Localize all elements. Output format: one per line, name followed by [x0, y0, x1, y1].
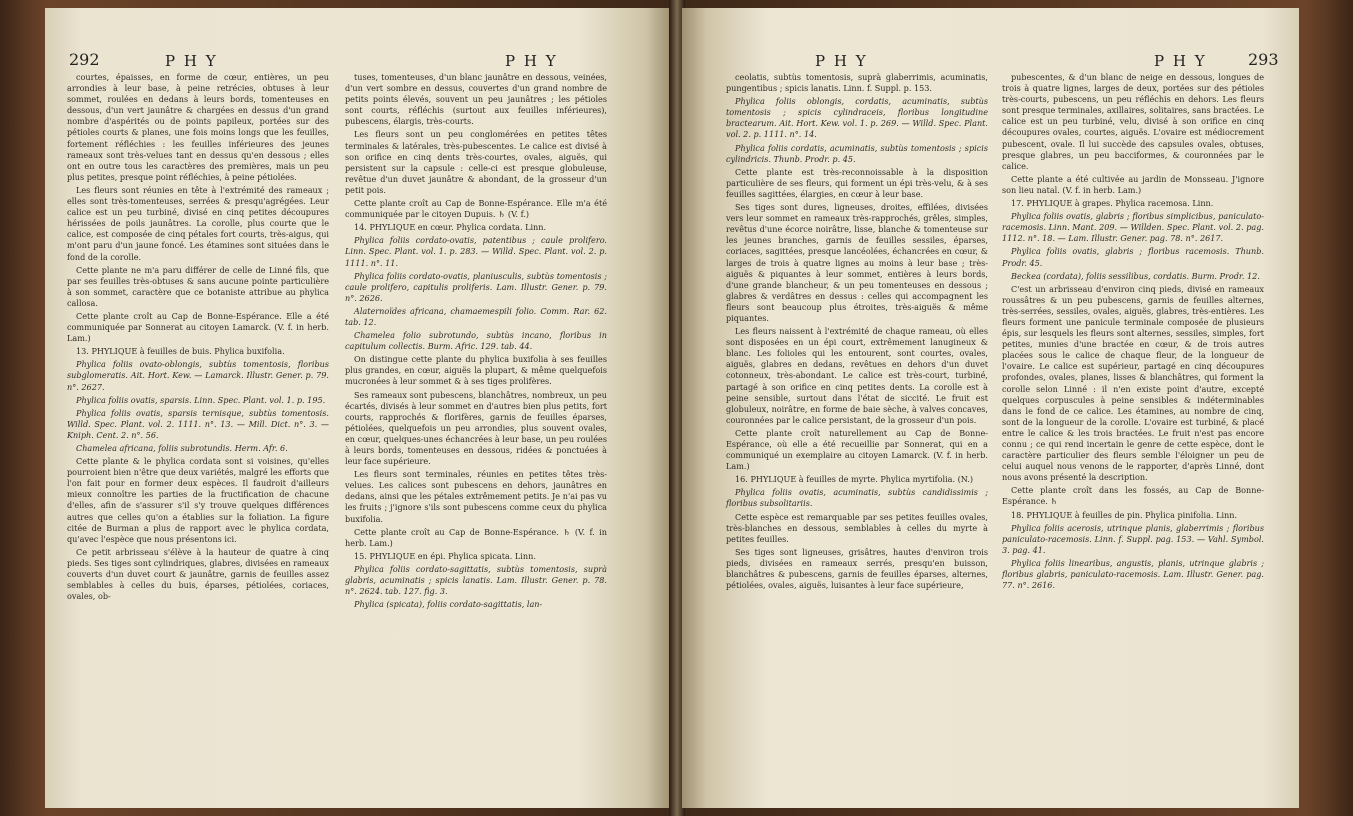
paragraph: Phylica foliis ovato-oblongis, subtùs tomentosis, floribus subglomeratis. Ait. Hort. Kew. — Lamarck. Illustr. Gener. p. 79. n°. 2627.: [67, 359, 329, 392]
paragraph: Phylica foliis ovatis, sparsis ternisque, subtùs tomentosis. Willd. Spec. Plant. vol. 2. 1111. n°. 13. — Mill. Dict. n°. 3. — Kniph. Cent. 2. n°. 56.: [67, 407, 329, 440]
page-number: 293: [1248, 50, 1279, 69]
paragraph: On distingue cette plante du phylica buxifolia à ses feuilles plus grandes, en cœur, aiguës la plupart, & même quelquefois mucronées à leur sommet & à ses tiges prolifères.: [345, 354, 607, 387]
paragraph: Phylica foliis ovatis, sparsis. Linn. Spec. Plant. vol. 1. p. 195.: [76, 394, 326, 405]
paragraph: Les fleurs sont réunies en tête à l'extrémité des rameaux ; elles sont très-tomenteuses, serrées & presqu'agrégées. Leur calice est un peu turbiné, divisé en cinq petites découpures hérissées de poils jaunâtres. La corolle, plus courte que le calice, est composée de cinq pétales fort courts, très-aigus, qui m'ont paru d'un jaune foncé. Les étamines sont situées dans le fond de la corolle.: [67, 184, 329, 262]
paragraph: Chamelea africana, foliis subrotundis. Herm. Afr. 6.: [76, 443, 288, 453]
left-page: [45, 8, 671, 808]
paragraph: Phylica foliis cordato-ovatis, patentibus ; caule prolifero. Linn. Spec. Plant. vol. 1. p. 283. — Willd. Spec. Plant. vol. 2. p. 1111. n°. 11.: [345, 235, 607, 268]
paragraph: courtes, épaisses, en forme de cœur, entières, un peu arrondies à leur base, à peine retrécies, obtuses à leur sommet, roulées en dedans à leurs bords, tomenteuses en dessous, d'un vert jaunâtre & chargées en dessus d'un grand nombre d'aspérités ou de points papileux, portées sur des pétioles courts & planes, une fois moins longs que les feuilles, fortement réfléchies : les feuilles inférieures des jeunes rameaux sont très-velues tant en dessus qu'en dessous ; elles ont en outre tous les caractères des premières, mais un peu plus petites, presque point réfléchies, à peine pétiolées.: [67, 72, 329, 182]
paragraph: Phylica foliis oblongis, cordatis, acuminatis, subtùs tomentosis ; spicis cylindraceis, floribus longitudine bractearum. Ait. Hort. Kew. vol. 1. p. 269. — Willd. Spec. Plant. vol. 2. p. 1111. n°. 14.: [726, 96, 988, 140]
paragraph: Phylica foliis cordato-ovatis, planiusculis, subtùs tomentosis ; caule prolifero, capitulis proliferis. Lam. Illustr. Gener. p. 79. n°. 2626.: [345, 270, 607, 303]
paragraph: Phylica foliis cordatis, acuminatis, subtùs tomentosis ; spicis cylindricis. Thunb. Prodr. p. 45.: [726, 142, 988, 164]
paragraph: Les fleurs naissent à l'extrémité de chaque rameau, où elles sont disposées en un épi court, extrêmement lanugineux & blanc. Les folioles qui les entourent, sont courtes, ovales, aiguës, glabres en dedans, revêtues en dehors d'un duvet cotonneux, très-abondant. Le calice est très-court, turbiné, partagé à son orifice en cinq petites dents. La corolle est à peine sensible, surtout dans l'état de siccité. Le fruit est globuleux, noirâtre, en forme de baie sèche, à valves concaves, couronnées par le calice persistant, de la grosseur d'un pois.: [726, 326, 988, 425]
paragraph: Cette plante croît dans les fossés, au Cap de Bonne-Espérance. ♄: [1002, 485, 1264, 507]
paragraph: Les fleurs sont un peu conglomérées en petites têtes terminales & latérales, très-pubescentes. Le calice est divisé à son orifice en cinq dents très-courtes, ovales, aiguës, qui persistent sur la capsule : celle-ci est presque globuleuse, revêtue d'un duvet jaunâtre & abondant, de la grosseur d'un petit pois.: [345, 129, 607, 195]
running-head-left: P H Y: [165, 52, 218, 70]
paragraph: Cette plante a été cultivée au jardin de Monsseau. J'ignore son lieu natal. (V. f. in herb. Lam.): [1002, 173, 1264, 195]
paragraph: 14. PHYLIQUE en cœur. Phylica cordata. Linn.: [354, 222, 547, 233]
paragraph: C'est un arbrisseau d'environ cinq pieds, divisé en rameaux roussâtres & un peu pubescens, garnis de feuilles alternes, très-serrées, sessiles, ovales, aiguës, glabres, très-entières. Les fleurs forment une panicule terminale composée de plusieurs épis, sur lesquels les fleurs sont alternes, sessiles, simples, fort petites, munies d'une bractée en cœur, & de trois autres placées sous le calice de chaque fleur, de la longueur de l'ovaire. Le calice est supérieur, partagé en cinq découpures profondes, ovales, planes, lisses & blanchâtres, qui forment la corolle selon Linné : il n'en existe point d'autre, excepté quelques corpuscules à peine sensibles & indéterminables dans le fond de ce calice. Les étamines, au nombre de cinq, sont de la longueur de la corolle. L'ovaire est turbiné, & placé entre le calice & les trois bractées. Le fruit n'est pas encore connu ; ce qui rend incertain le genre de cette espèce, dont le caractère particulier des fleurs semble l'éloigner un peu de celui auquel nous venons de le rapporter, d'après Linné, dont nous avons présenté la description.: [1002, 283, 1264, 483]
running-head-left: P H Y: [815, 52, 868, 70]
paragraph: Cette plante ne m'a paru différer de celle de Linné fils, que par ses feuilles très-obtuses & sans aucune pointe particulière à son sommet, caractère que ce botaniste attribue au phylica callosa.: [67, 264, 329, 308]
running-head-right: P H Y: [1154, 52, 1207, 70]
page-number: 292: [69, 50, 100, 69]
paragraph: Les fleurs sont terminales, réunies en petites têtes très-velues. Les calices sont pubescens en dehors, jaunâtres en dedans, ainsi que les pétales extrêmement petits. Je n'ai pas vu les fruits ; j'ignore s'ils sont pubescens comme ceux du phylica buxifolia.: [345, 469, 607, 524]
paragraph: Alaternoïdes africana, chamaemespili folio. Comm. Rar. 62. tab. 12.: [345, 305, 607, 327]
paragraph: Phylica foliis acerosis, utrinque planis, glaberrimis ; floribus paniculato-racemosis. Linn. f. Suppl. pag. 153. — Vahl. Symbol. 3. pag. 41.: [1002, 522, 1264, 555]
text-column-1: [67, 72, 329, 604]
running-head-right: P H Y: [505, 52, 558, 70]
paragraph: Chamelea folio subrotundo, subtùs incano, floribus in capitulum collectis. Burm. Afric. 129. tab. 44.: [345, 330, 607, 352]
paragraph: Cette plante croît au Cap de Bonne-Espérance. ♄ (V. f. in herb. Lam.): [345, 526, 607, 548]
right-page: [682, 8, 1299, 808]
paragraph: tuses, tomenteuses, d'un blanc jaunâtre en dessous, veinées, d'un vert sombre en dessus, couvertes d'un grand nombre de petits points élevés, souvent un peu jaunâtres ; les pétioles sont courts, réfléchis (surtout aux feuilles inférieures), pubescens, élargis, très-courts.: [345, 72, 607, 127]
text-column-2: [345, 72, 607, 612]
paragraph: Ses tiges sont ligneuses, grisâtres, hautes d'environ trois pieds, divisées en rameaux serrés, presqu'en buisson, blanchâtres & pubescens, garnis de feuilles éparses, alternes, pétiolées, ovales, aiguës, luisantes à leur face supérieure,: [726, 546, 988, 591]
paragraph: 15. PHYLIQUE en épi. Phylica spicata. Linn.: [354, 550, 536, 561]
paragraph: Cette plante est très-reconnoissable à la disposition particulière de ses fleurs, qui forment un épi très-velu, & à ses feuilles sagittées, élargies, en cœur à leur base.: [726, 166, 988, 199]
paragraph: ceolatis, subtùs tomentosis, suprà glaberrimis, acuminatis, pungentibus ; spicis lanatis. Linn. f. Suppl. p. 153.: [726, 72, 988, 94]
paragraph: 16. PHYLIQUE à feuilles de myrte. Phylica myrtifolia. (N.): [735, 474, 974, 485]
paragraph: 13. PHYLIQUE à feuilles de buis. Phylica buxifolia.: [76, 346, 285, 357]
paragraph: Ce petit arbrisseau s'élève à la hauteur de quatre à cinq pieds. Ses tiges sont cylindriques, glabres, divisées en rameaux couverts d'un duvet court & jaunâtre, garnis de feuilles assez semblables à celles du buis, éparses, pétiolées, coriaces, ovales, ob-: [67, 546, 329, 602]
paragraph: 18. PHYLIQUE à feuilles de pin. Phylica pinifolia. Linn.: [1011, 509, 1238, 520]
paragraph: Cette espèce est remarquable par ses petites feuilles ovales, très-blanches en dessous, semblables à celles du myrte à petites feuilles.: [726, 511, 988, 544]
paragraph: 17. PHYLIQUE à grapes. Phylica racemosa. Linn.: [1011, 198, 1214, 209]
text-column-2: [1002, 72, 1264, 593]
paragraph: pubescentes, & d'un blanc de neige en dessous, longues de trois à quatre lignes, larges de deux, portées sur des pétioles très-courts, pubescens, un peu réfléchis en dehors. Les fleurs sont presque terminales, axillaires, solitaires, sans bractées. Le calice est un peu turbiné, velu, divisé à son orifice en cinq découpures ovales, courtes, aiguës. L'ovaire est médiocrement pubescent, ovale. Il lui succède des capsules ovales, obtuses, presque glabres, un peu bacciformes, & couronnées par le calice.: [1002, 72, 1264, 171]
text-column-1: [726, 72, 988, 593]
paragraph: Cette plante & le phylica cordata sont si voisines, qu'elles pourroient bien n'être que deux variétés, malgré les efforts que l'on fait pour en former deux espèces. Il faudroit d'ailleurs mieux connoître les parties de la fructification de chacune d'elles, afin de s'assurer s'il s'y trouve quelques différences autres que celles qu'on a établies sur la foliation. La figure citée de Burman a plus de rapport avec le phylica cordata, qu'avec l'espèce que nous présentons ici.: [67, 456, 329, 544]
paragraph: Cette plante croît naturellement au Cap de Bonne-Espérance, où elle a été recueillie par Sonnerat, qui en a communiqué un exemplaire au citoyen Lamarck. (V. f. in herb. Lam.): [726, 427, 988, 472]
paragraph: Cette plante croît au Cap de Bonne-Espérance. Elle m'a été communiquée par le citoyen Dupuis. ♄ (V. f.): [345, 198, 607, 220]
paragraph: Beckea (cordata), foliis sessilibus, cordatis. Burm. Prodr. 12.: [1011, 270, 1260, 281]
paragraph: Phylica foliis linearibus, angustis, planis, utrinque glabris ; floribus glabris, paniculato-racemosis. Lam. Illustr. Gener. pag. 77. n°. 2616.: [1002, 557, 1264, 591]
paragraph: Ses rameaux sont pubescens, blanchâtres, nombreux, un peu écartés, divisés à leur sommet en d'autres bien plus petits, fort courts, rapprochés & florifères, garnis de feuilles éparses, pétiolées, quelquefois un peu arrondies, plus souvent ovales, en cœur, quelques-unes échancrées à leur base, un peu roulées à leurs bords, tomenteuses en dessous, ridées & ponctuées à leur face supérieure.: [345, 389, 607, 467]
paragraph: Phylica foliis ovatis, glabris ; floribus simplicibus, paniculato-racemosis. Linn. Mant. 209. — Willden. Spec. Plant. vol. 2. pag. 1112. n°. 18. — Lam. Illustr. Gener. pag. 78. n°. 2617.: [1002, 211, 1264, 244]
paragraph: Cette plante croît au Cap de Bonne-Espérance. Elle a été communiquée par Sonnerat au citoyen Lamarck. (V. f. in herb. Lam.): [67, 310, 329, 344]
paragraph: Phylica foliis ovatis, acuminatis, subtùs candidissimis ; floribus subsolitariis.: [726, 487, 988, 509]
paragraph: Ses tiges sont dures, ligneuses, droites, effilées, divisées vers leur sommet en rameaux très-rapprochés, grêles, simples, revêtus d'une écorce noirâtre, lisse, blanche & tomenteuse sur les jeunes branches, garnis de feuilles sessiles, éparses, coriaces, sagittées, presque lancéolées, échancrées en cœur, & larges de trois à quatre lignes au moins à leur base ; très-aiguës & piquantes à leur sommet, entières à leurs bords, d'une grande blancheur, & un peu tomenteuses en dessous ; glabres & verdâtres en dessus : celles qui accompagnent les fleurs sont beaucoup plus étroites, très-aiguës & même piquantes.: [726, 202, 988, 323]
paragraph: Phylica (spicata), foliis cordato-sagittatis, lan-: [354, 599, 543, 610]
paragraph: Phylica foliis ovatis, glabris ; floribus racemosis. Thunb. Prodr. 45.: [1002, 246, 1264, 268]
paragraph: Phylica foliis cordato-sagittatis, subtùs tomentosis, suprà glabris, acuminatis ; spicis lanatis. Lam. Illustr. Gener. p. 78. n°. 2624. tab. 127. fig. 3.: [345, 563, 607, 597]
